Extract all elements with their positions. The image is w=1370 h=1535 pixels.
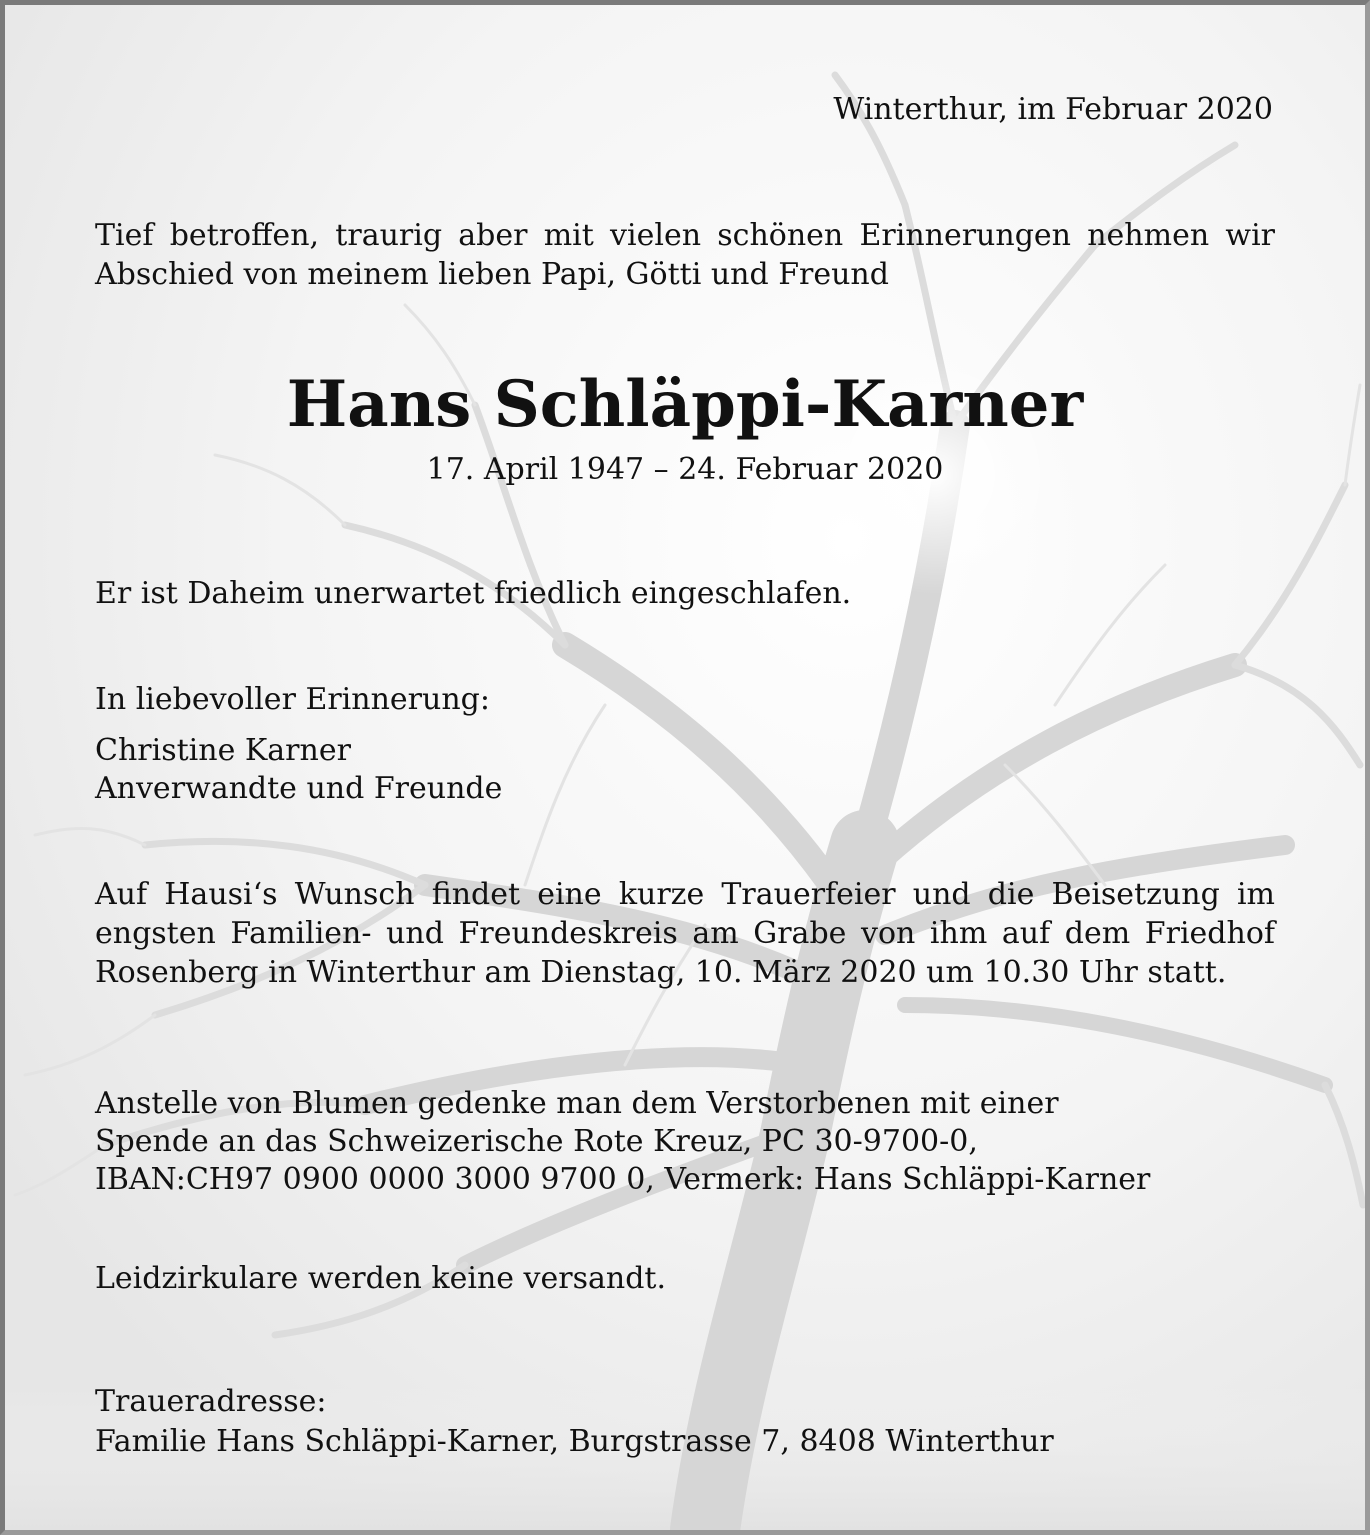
mourner-line: Anverwandte und Freunde [95,771,503,806]
life-dates: 17. April 1947 – 24. Februar 2020 [426,452,944,487]
mourning-address: Familie Hans Schläppi-Karner, Burgstrasse 7, 8408 Winterthur [95,1424,1054,1459]
remembrance-heading: In liebevoller Erinnerung: [95,682,490,717]
ceremony-text: Auf Hausi‘s Wunsch findet eine kurze Trauerfeier und die Beisetzung im engsten Familien- und Freundeskreis am Grabe von ihm auf dem Friedhof Rosenberg in Winterthur am Dienstag, 10. März 2020 um 10.30 Uhr statt. [95,877,1275,990]
donation-line: Spende an das Schweizerische Rote Kreuz, PC 30-9700-0, [95,1124,978,1159]
donation-line: Anstelle von Blumen gedenke man dem Verstorbenen mit einer [95,1086,1059,1121]
passing-note: Er ist Daheim unerwartet friedlich eingeschlafen. [95,576,852,611]
address-label: Traueradresse: [95,1384,327,1419]
donation-line: IBAN:CH97 0900 0000 3000 9700 0, Vermerk: Hans Schläppi-Karner [95,1162,1151,1197]
place-and-date: Winterthur, im Februar 2020 [833,92,1273,127]
deceased-name: Hans Schläppi-Karner [286,367,1084,442]
donation-text [95,1085,1150,1199]
intro-text: Tief betroffen, traurig aber mit vielen schönen Erinnerungen nehmen wir Abschied von meinem lieben Papi, Götti und Freund [95,218,1275,292]
circulars-note: Leidzirkulare werden keine versandt. [95,1261,666,1296]
mourner-line: Christine Karner [95,733,351,768]
